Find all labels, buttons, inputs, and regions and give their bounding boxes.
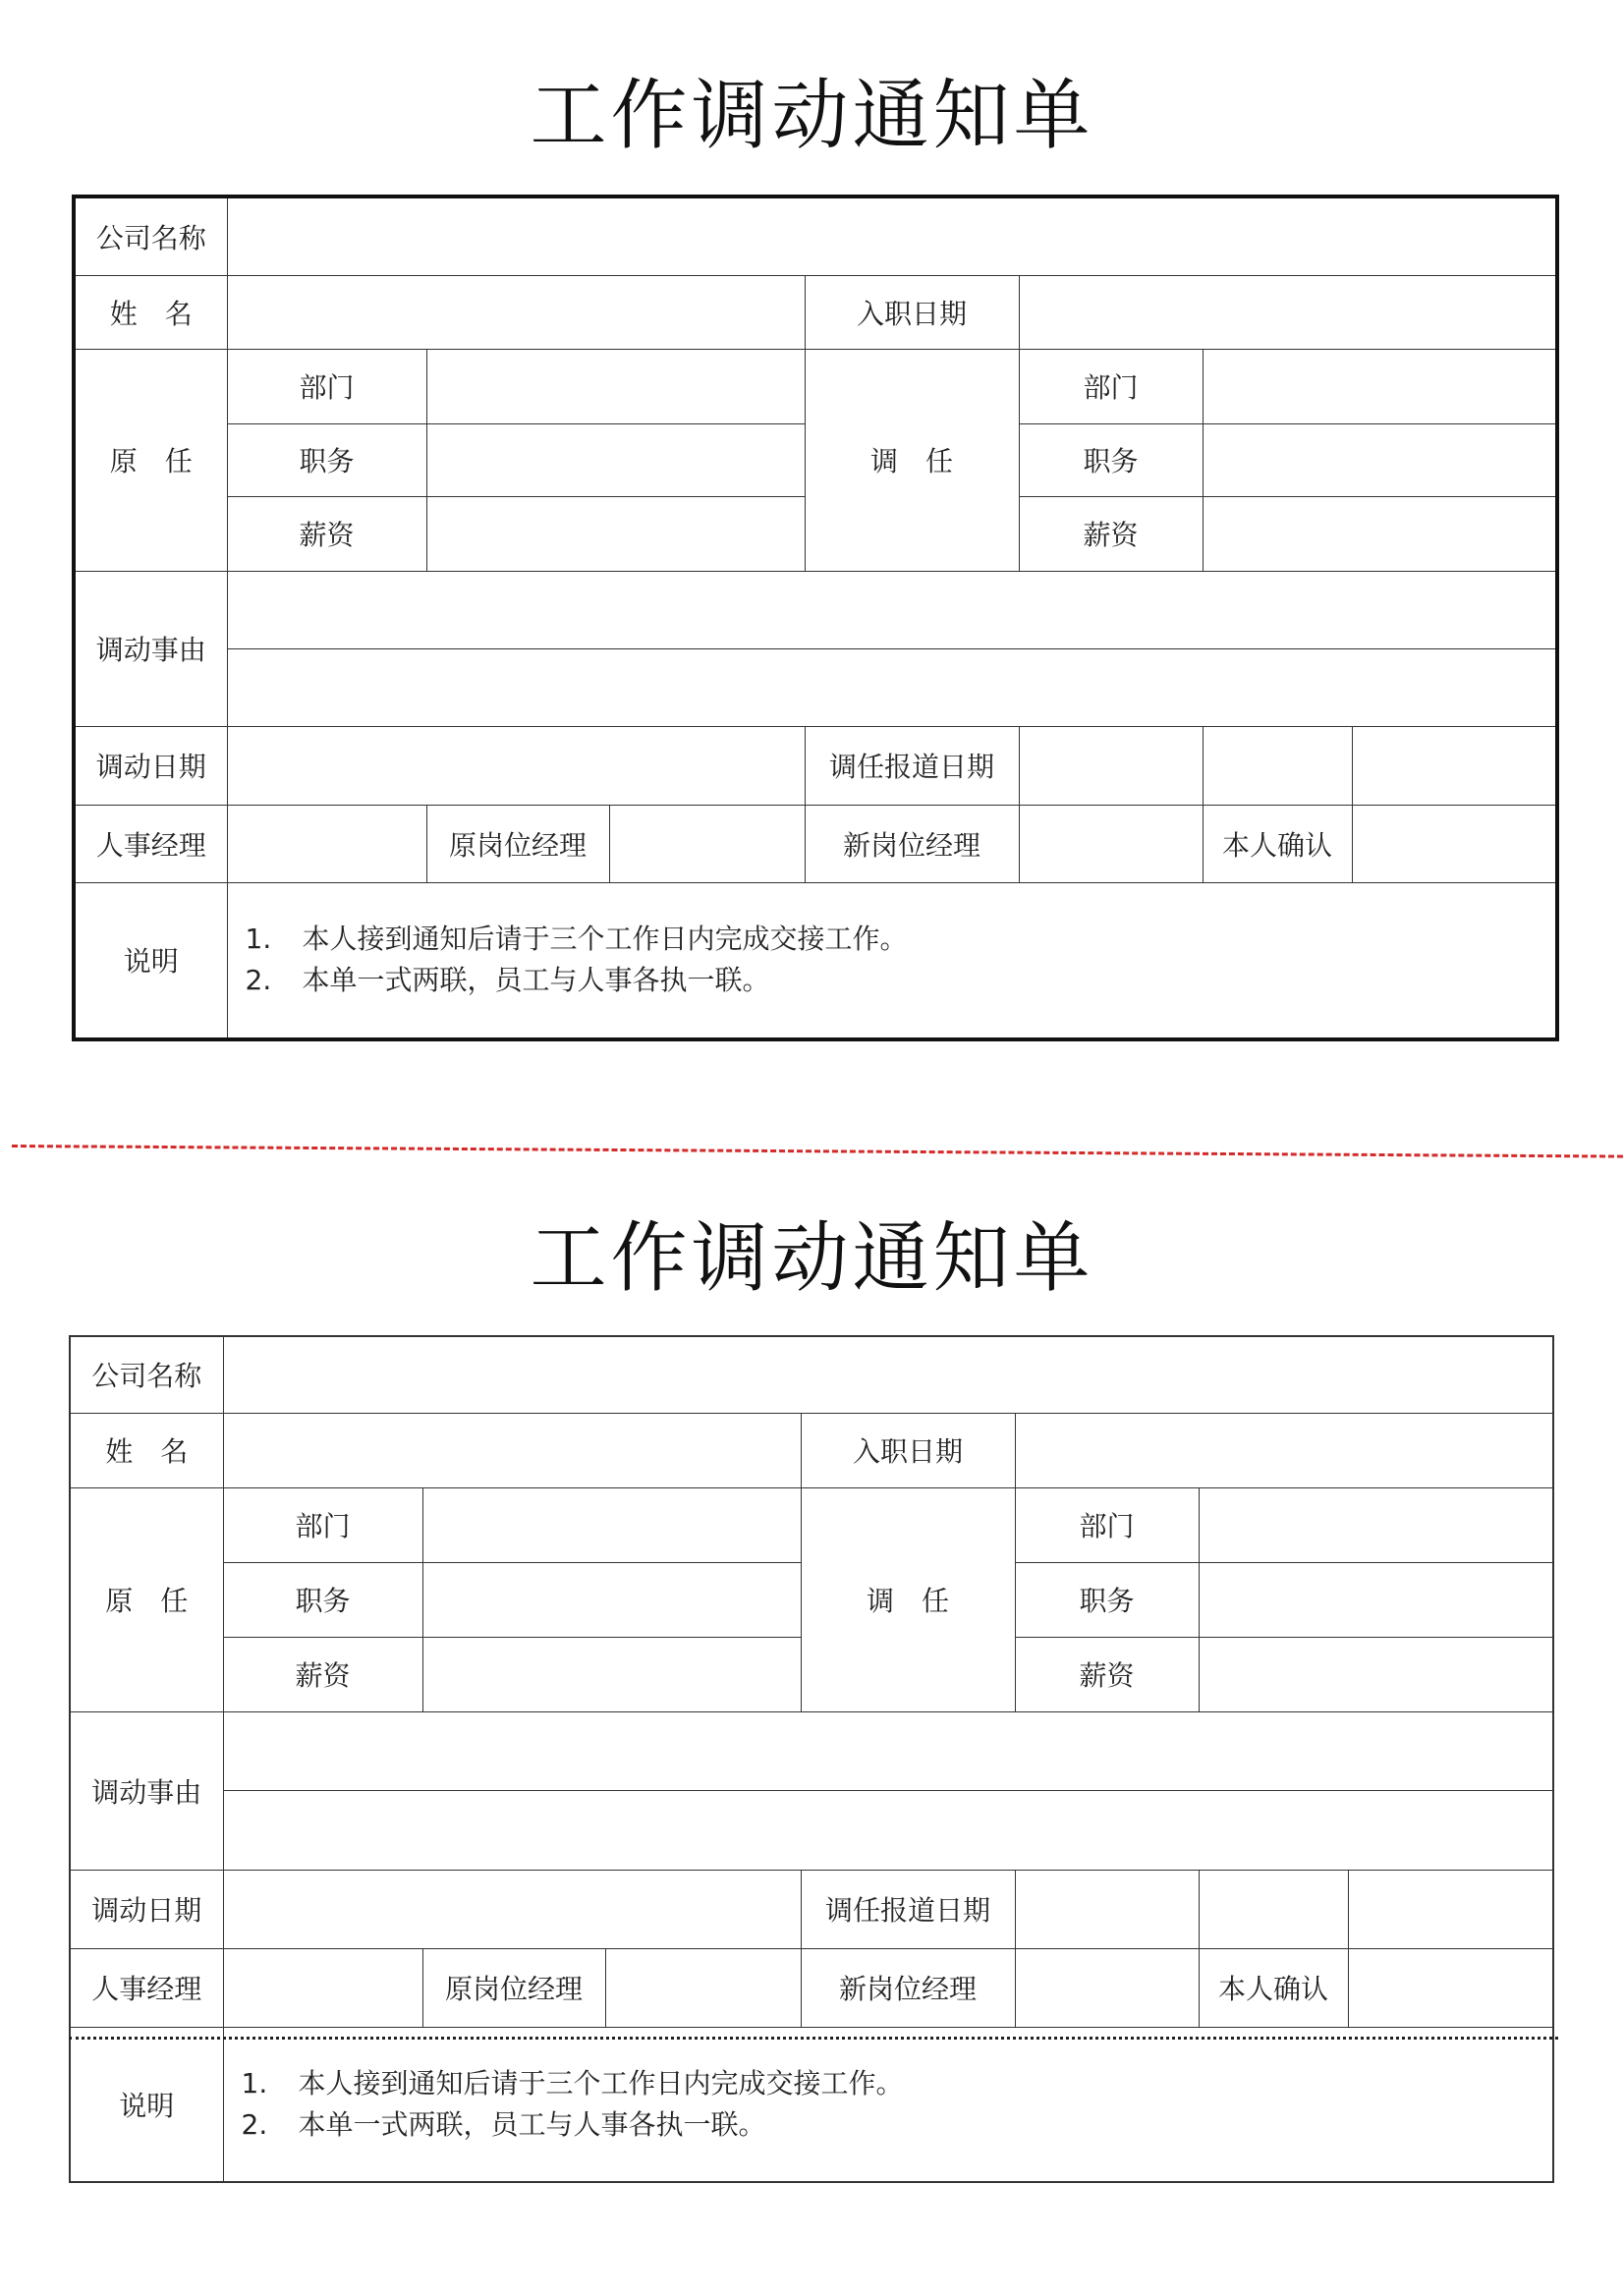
notes: [227, 882, 1557, 1039]
form-title-1: 工作调动通知单: [530, 72, 1094, 160]
label-original-manager: 原岗位经理: [426, 805, 609, 882]
label-hire-date: 入职日期: [801, 1413, 1015, 1487]
label-company: 公司名称: [74, 196, 227, 275]
label-new-position: 职务: [1015, 1562, 1199, 1637]
note-number: 2.: [241, 2107, 268, 2141]
label-orig-position: 职务: [223, 1562, 422, 1637]
label-transfer-date: 调动日期: [74, 726, 227, 805]
field-orig-salary[interactable]: [426, 496, 805, 571]
label-reason: 调动事由: [70, 1711, 223, 1870]
label-name: 姓 名: [70, 1413, 223, 1487]
field-reason-line-2[interactable]: [227, 648, 1557, 726]
field-hr-manager[interactable]: [227, 805, 426, 882]
label-hire-date: 入职日期: [805, 275, 1019, 349]
label-notes: 说明: [74, 882, 227, 1039]
label-self-confirm: 本人确认: [1199, 1948, 1348, 2027]
field-hire-date[interactable]: [1015, 1413, 1553, 1487]
label-new-manager: 新岗位经理: [801, 1948, 1015, 2027]
field-report-date-1[interactable]: [1015, 1870, 1199, 1948]
field-new-position[interactable]: [1203, 423, 1557, 496]
note-text: 本人接到通知后请于三个工作日内完成交接工作。: [302, 923, 908, 956]
field-new-salary[interactable]: [1203, 496, 1557, 571]
note-text: 本单一式两联，员工与人事各执一联。: [302, 964, 770, 997]
note-text: 本人接到通知后请于三个工作日内完成交接工作。: [298, 2066, 904, 2100]
field-name[interactable]: [227, 275, 805, 349]
form-title-2: 工作调动通知单: [530, 1214, 1094, 1303]
note-item: [242, 2104, 1553, 2146]
label-new-manager: 新岗位经理: [805, 805, 1019, 882]
field-company[interactable]: [223, 1336, 1553, 1413]
label-new-position: 职务: [1019, 423, 1203, 496]
label-original-manager: 原岗位经理: [422, 1948, 605, 2027]
note-item: [246, 919, 1556, 960]
label-orig-department: 部门: [227, 349, 426, 423]
label-self-confirm: 本人确认: [1203, 805, 1352, 882]
label-new-post: 调 任: [805, 349, 1019, 571]
note-number: 1.: [245, 923, 272, 956]
label-new-department: 部门: [1019, 349, 1203, 423]
label-new-salary: 薪资: [1015, 1637, 1199, 1711]
label-original-post: 原 任: [74, 349, 227, 571]
field-new-manager[interactable]: [1019, 805, 1203, 882]
field-reason-line-1[interactable]: [227, 571, 1557, 648]
field-reason-line-1[interactable]: [223, 1711, 1553, 1790]
label-report-date: 调任报道日期: [801, 1870, 1015, 1948]
label-new-department: 部门: [1015, 1487, 1199, 1562]
label-transfer-date: 调动日期: [70, 1870, 223, 1948]
field-orig-department[interactable]: [422, 1487, 801, 1562]
field-orig-position[interactable]: [426, 423, 805, 496]
field-new-manager[interactable]: [1015, 1948, 1199, 2027]
label-original-post: 原 任: [70, 1487, 223, 1711]
note-number: 1.: [241, 2066, 268, 2100]
note-text: 本单一式两联，员工与人事各执一联。: [298, 2107, 766, 2141]
field-name[interactable]: [223, 1413, 801, 1487]
field-new-department[interactable]: [1199, 1487, 1553, 1562]
label-orig-position: 职务: [227, 423, 426, 496]
field-transfer-date[interactable]: [227, 726, 805, 805]
label-orig-salary: 薪资: [223, 1637, 422, 1711]
field-transfer-date[interactable]: [223, 1870, 801, 1948]
note-number: 2.: [245, 964, 272, 997]
field-orig-department[interactable]: [426, 349, 805, 423]
field-company[interactable]: [227, 196, 1557, 275]
field-report-date-2[interactable]: [1203, 726, 1352, 805]
label-hr-manager: 人事经理: [70, 1948, 223, 2027]
field-new-department[interactable]: [1203, 349, 1557, 423]
dotted-separator: [69, 2037, 1558, 2040]
label-name: 姓 名: [74, 275, 227, 349]
note-item: [242, 2063, 1553, 2104]
label-new-salary: 薪资: [1019, 496, 1203, 571]
field-original-manager[interactable]: [605, 1948, 801, 2027]
label-company: 公司名称: [70, 1336, 223, 1413]
transfer-form-copy-2: [69, 1335, 1554, 2183]
notes: [223, 2027, 1553, 2182]
field-self-confirm[interactable]: [1348, 1948, 1553, 2027]
label-orig-salary: 薪资: [227, 496, 426, 571]
transfer-form-copy-1: [72, 195, 1559, 1041]
field-report-date-3[interactable]: [1348, 1870, 1553, 1948]
label-notes: 说明: [70, 2027, 223, 2182]
label-new-post: 调 任: [801, 1487, 1015, 1711]
field-hire-date[interactable]: [1019, 275, 1557, 349]
field-new-salary[interactable]: [1199, 1637, 1553, 1711]
field-original-manager[interactable]: [609, 805, 805, 882]
note-item: [246, 960, 1556, 1001]
field-new-position[interactable]: [1199, 1562, 1553, 1637]
label-reason: 调动事由: [74, 571, 227, 726]
field-report-date-2[interactable]: [1199, 1870, 1348, 1948]
field-orig-position[interactable]: [422, 1562, 801, 1637]
field-self-confirm[interactable]: [1352, 805, 1557, 882]
field-reason-line-2[interactable]: [223, 1790, 1553, 1870]
field-hr-manager[interactable]: [223, 1948, 422, 2027]
label-report-date: 调任报道日期: [805, 726, 1019, 805]
field-report-date-3[interactable]: [1352, 726, 1557, 805]
field-orig-salary[interactable]: [422, 1637, 801, 1711]
label-orig-department: 部门: [223, 1487, 422, 1562]
cut-line: [12, 1145, 1623, 1158]
label-hr-manager: 人事经理: [74, 805, 227, 882]
field-report-date-1[interactable]: [1019, 726, 1203, 805]
